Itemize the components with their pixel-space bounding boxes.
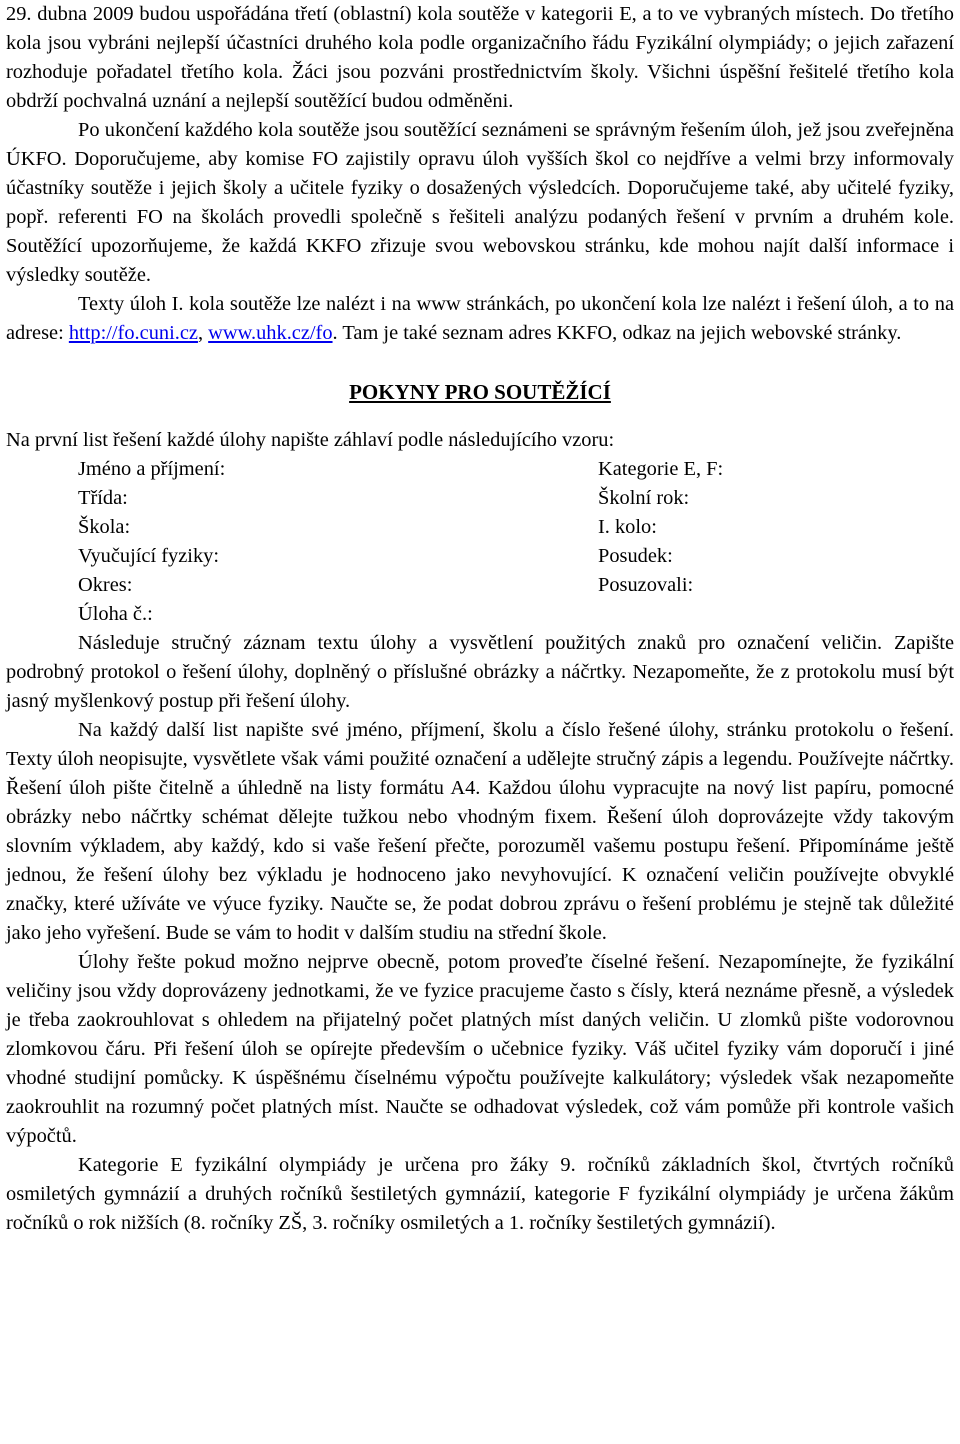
form-label-school-year: Školní rok: [598,487,690,509]
form-label-teacher: Vyučující fyziky: [78,545,220,567]
form-label-task-number: Úloha č.: [78,603,153,625]
link-fo-cuni[interactable]: http://fo.cuni.cz [68,322,198,344]
paragraph-further-sheets: Na každý další list napište své jméno, příjmení, školu a číslo řešené úlohy, stránku protokolu o řešení. Texty úloh neopisujte, vysvětlete však vámi použité označení a udělejte stručný zápis a legendu. Používejte náčrtky. Řešení úloh pište čitelně a úhledně na listy formátu A4. Každou úlohu vypracujte na nový list papíru, pomocné obrázky nebo náčrtky schémat dělejte tužkou nebo vhodným fixem. Řešení úloh doprovázejte vždy takovým slovním výkladem, aby každý, kdo si vaše řešení přečte, porozuměl vašemu postupu řešení. Připomínáme ještě jednou, že řešení úlohy bez výkladu je hodnoceno jako nevyhovující. K označení veličin používejte obvyklé značky, které užíváte ve výuce fyziky. Naučte se, že podat dobrou zprávu o řešení problému je stejně tak důležité jako jeho vyřešení. Bude se vám to hodit v dalším studiu na střední škole. [6,719,954,944]
link-separator: , [197,322,209,344]
document-page [6,0,954,1238]
form-label-name: Jméno a příjmení: [78,458,226,480]
form-intro: Na první list řešení každé úlohy napište záhlaví podle následujícího vzoru: [6,429,615,451]
form-label-school: Škola: [78,516,131,538]
section-heading: POKYNY PRO SOUTĚŽÍCÍ [349,380,611,404]
web-texts-text: Texty úloh I. kola soutěže lze nalézt i na www stránkách, po ukončení kola lze nalézt i řešení úloh, a to na adrese: [6,293,954,344]
paragraph-solving-tasks: Úlohy řešte pokud možno nejprve obecně, potom proveďte číselné řešení. Nezapomínejte, že fyzikální veličiny jsou vždy doprovázeny jednotkami, že ve fyzice pracujeme často s čísly, která neznáme přesně, a výsledek je třeba zaokrouhlovat s ohledem na přijatelný počet platných míst daných veličin. U zlomků pište vodorovnou zlomkovou čáru. Při řešení úloh se opírejte především o učebnice fyziky. Váš učitel fyziky vám doporučí i jiné vhodné studijní pomůcky. K úspěšnému číselnému výpočtu používejte kalkulátory; výsledek však nezapomeňte zaokrouhlit na rozumný počet platných míst. Naučte se odhadovat výsledek, což vám pomůže při kontrole vašich výpočtů. [6,951,954,1147]
form-label-district: Okres: [78,574,133,596]
link-uhk[interactable]: www.uhk.cz/fo [208,322,333,344]
header-template [78,455,954,600]
form-label-category: Kategorie E, F: [598,458,724,480]
web-texts-tail: . Tam je také seznam adres KKFO, odkaz na jejich webovské stránky. [332,322,902,344]
paragraph-task-record: Následuje stručný záznam textu úlohy a vysvětlení použitých znaků pro označení veličin. Zapište podrobný protokol o řešení úlohy, doplněný o příslušné obrázky a náčrtky. Nezapomeňte, že z protokolu musí být jasný myšlenkový postup při řešení úlohy. [6,632,954,712]
form-label-class: Třída: [78,487,128,509]
paragraph-category-info: Kategorie E fyzikální olympiády je určena pro žáky 9. ročníků základních škol, čtvrtých ročníků osmiletých gymnázií a druhých ročníků šestiletých gymnázií, kategorie F fyzikální olympiády je určena žákům ročníků o rok nižších (8. ročníky ZŠ, 3. ročníky osmiletých a 1. ročníky šestiletých gymnázií). [6,1154,954,1234]
form-label-review: Posudek: [598,545,673,567]
paragraph-results: Po ukončení každého kola soutěže jsou soutěžící seznámeni se správným řešením úloh, jež jsou zveřejněna ÚKFO. Doporučujeme, aby komise FO zajistily opravu úloh vyšších škol co nejdříve a velmi brzy informovaly účastníky soutěže i jejich školy a učitele fyziky o dosažených výsledcích. Doporučujeme také, aby učitelé fyziky, popř. referenti FO na školách provedli společně s řešiteli analýzu podaných řešení v prvním a druhém kole. Soutěžící upozorňujeme, že každá KKFO zřizuje svou webovskou stránku, kde mohou najít další informace i výsledky soutěže. [6,119,954,286]
form-label-reviewers: Posuzovali: [598,574,694,596]
form-label-round: I. kolo: [598,516,657,538]
paragraph-third-round: 29. dubna 2009 budou uspořádána třetí (oblastní) kola soutěže v kategorii E, a to ve vybraných místech. Do třetího kola jsou vybráni nejlepší účastníci druhého kola podle organizačního řádu Fyzikální olympiády; o jejich zařazení rozhoduje pořadatel třetího kola. Žáci jsou pozváni prostřednictvím školy. Všichni úspěšní řešitelé třetího kola obdrží pochvalná uznání a nejlepší soutěžící budou odměněni. [6,3,954,112]
paragraph-web-texts [6,290,954,348]
